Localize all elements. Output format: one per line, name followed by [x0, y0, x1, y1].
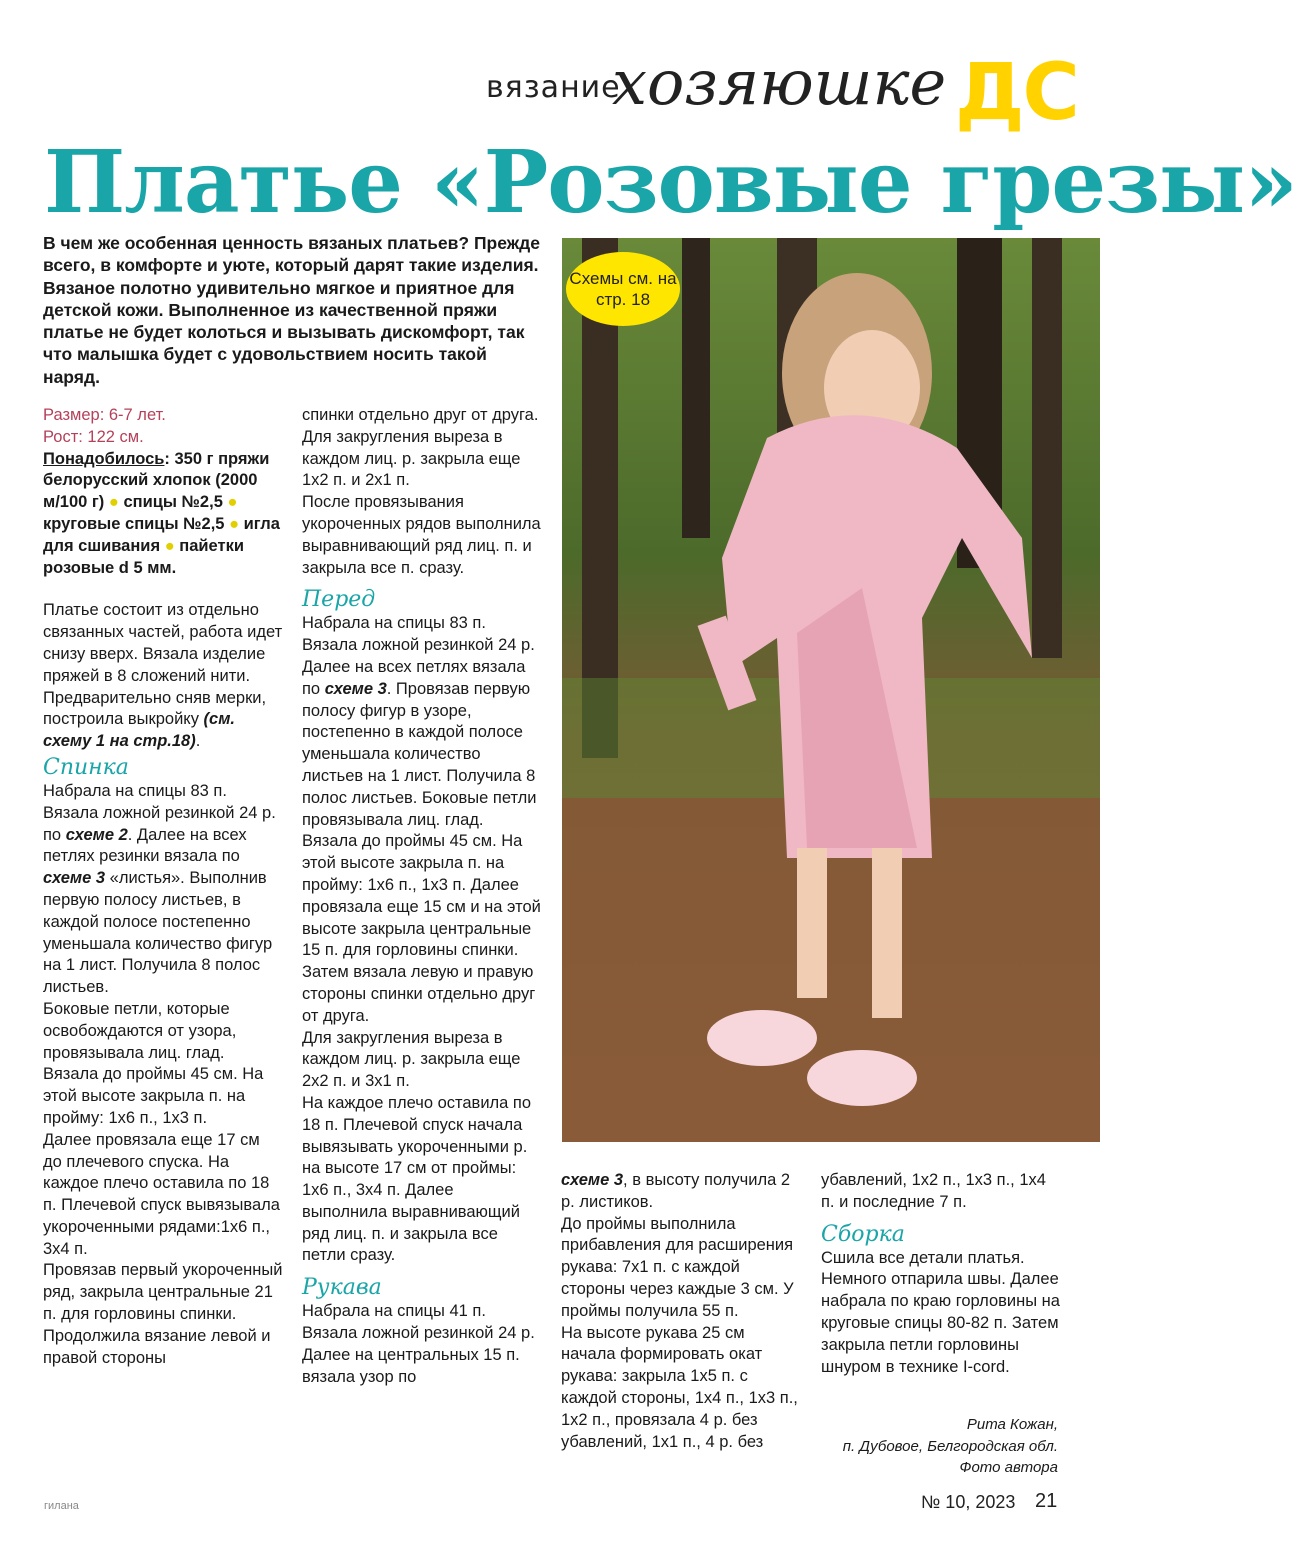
heading-assembly: Сборка: [821, 1221, 905, 1247]
bullet-icon: ●: [164, 536, 175, 555]
sleeve-paragraph-5: убавлений, 1х2 п., 1х3 п., 1х4 п. и последние 7 п.: [821, 1171, 1046, 1211]
sleeve-paragraph-1: Набрала на спицы 41 п. Вязала ложной резинкой 24 р. Далее на центральных 15 п. вязала узор по: [302, 1302, 535, 1386]
bullet-icon: ●: [229, 514, 240, 533]
section-label: вязание: [486, 70, 621, 105]
back-paragraph-2: Боковые петли, которые освобождаются от узора, провязывала лиц. глад. Вязала до проймы 45 см. На этой высоте закрыла п. на пройму: 1х6 п., 1х3 п.: [43, 999, 264, 1127]
heading-back: Спинка: [43, 754, 129, 780]
footer-watermark: гилана: [44, 1500, 79, 1512]
back-paragraph-3: Далее провязала еще 17 см до плечевого спуска. На каждое плечо оставила по 18 п. Плечевой спуск вывязывала укороченными рядами:1х6 п., 3х4 п.: [43, 1130, 280, 1258]
back-paragraph-5: Продолжила вязание левой и правой стороны: [43, 1326, 271, 1367]
bullet-icon: ●: [108, 493, 119, 512]
back-paragraph-1: Набрала на спицы 83 п. Вязала ложной резинкой 24 р. по схеме 2. Далее на всех петлях резинки вязала по схеме 3 «листья». Выполнив первую полосу листьев, в каждой полосе постепенно уменьшала количество фигур на 1 лист. Получила 8 полос листьев.: [43, 781, 276, 997]
back-continued-2: После провязывания укороченных рядов выполнила выравнивающий ряд лиц. п. и закрыла все п. сразу.: [302, 493, 541, 577]
height-line: Рост: 122 см.: [43, 427, 144, 446]
front-paragraph-1: Набрала на спицы 83 п. Вязала ложной резинкой 24 р. Далее на всех петлях вязала по схеме 3. Провязав первую полосу фигур в узоре, постепенно в каждой полосе уменьшала количество листьев на 1 лист. Получила 8 полос листьев. Боковые петли провязывала лиц. глад.: [302, 614, 537, 829]
article-intro: В чем же особенная ценность вязаных платьев? Прежде всего, в комфорте и уюте, который дарят такие изделия. Вязаное полотно удивительно мягкое и приятное для детской кожи. Выполненное из качественной пряжи платье не будет колоться и вызывать дискомфорт, так что малышка будет с удовольствием носить такой наряд.: [43, 233, 540, 387]
materials-list: Понадобилось: 350 г пряжи белорусский хлопок (2000 м/100 г) ● спицы №2,5 ● круговые спицы №2,5 ● игла для сшивания ● пайетки розовые d 5 мм.: [43, 449, 280, 577]
sleeve-paragraph-3: До проймы выполнила прибавления для расширения рукава: 7х1 п. с каждой стороны через каждые 3 см. У проймы получила 55 п.: [561, 1214, 794, 1320]
heading-front: Перед: [302, 587, 376, 613]
size-line: Размер: 6-7 лет.: [43, 406, 166, 424]
page-number: 21: [1035, 1490, 1058, 1512]
heading-sleeves: Рукава: [302, 1275, 382, 1301]
text-column-4: [821, 1170, 1061, 1378]
article-title: Платье «Розовые грезы»: [44, 132, 1297, 233]
back-continued-1: спинки отдельно друг от друга. Для закругления выреза в каждом лиц. р. закрыла еще 1х2 п. и 2х1 п.: [302, 406, 539, 490]
assembly-paragraph: Сшила все детали платья. Немного отпарила швы. Далее набрала по краю горловины на круговые спицы 80-82 п. Затем закрыла петли горловины шнуром в технике I-cord.: [821, 1248, 1060, 1376]
bullet-icon: ●: [227, 493, 238, 512]
section-title: хозяюшке: [612, 46, 947, 119]
text-column-2: [302, 405, 542, 1388]
author-place: п. Дубовое, Белгородская обл.: [842, 1437, 1058, 1455]
front-paragraph-2: Вязала до проймы 45 см. На этой высоте закрыла п. на пройму: 1х6 п., 1х3 п. Далее провязала еще 15 см и на этой высоте закрыла центральные 15 п. для горловины спинки. Затем вязала левую и правую стороны спинки отдельно друг от друга.: [302, 832, 541, 1025]
text-column-3: [561, 1170, 801, 1453]
photo-credit: Фото автора: [959, 1459, 1058, 1476]
sleeve-paragraph-4: На высоте рукава 25 см начала формировать окат рукава: закрыла 1х5 п. с каждой стороны, 1х4 п., 1х3 п., 1х2 п., провязала 4 р. без убавлений, 1х1 п., 4 р. без: [561, 1323, 798, 1451]
front-paragraph-4: На каждое плечо оставила по 18 п. Плечевой спуск начала вывязывать укороченными р. на высоте 17 см от проймы: 1х6 п., 3х4 п. Далее выполнила выравнивающий ряд лиц. п. и закрыла все петли сразу.: [302, 1093, 532, 1265]
magazine-logo: ДС: [955, 48, 1078, 138]
author-credit: [780, 1414, 1058, 1479]
dress-photo: [562, 238, 1100, 1142]
front-paragraph-3: Для закругления выреза в каждом лиц. р. закрыла еще 2х2 п. и 3х1 п.: [302, 1028, 521, 1091]
materials-label: Понадобилось: [43, 449, 165, 468]
sleeve-paragraph-2: схеме 3, в высоту получила 2 р. листиков.: [561, 1171, 791, 1211]
schemes-badge: Схемы см. на стр. 18: [566, 252, 680, 326]
photo-illustration: [562, 238, 1100, 1142]
back-paragraph-4: Провязав первый укороченный ряд, закрыла центральные 21 п. для горловины спинки.: [43, 1261, 283, 1324]
intro-paragraph: Платье состоит из отдельно связанных частей, работа идет снизу вверх. Вязала изделие пряжей в 8 сложений нити. Предварительно сняв мерки, построила выкройку (см. схему 1 на стр.18).: [43, 601, 283, 751]
issue-number: № 10, 2023: [921, 1492, 1016, 1512]
text-column-1: [43, 405, 283, 1369]
author-name: Рита Кожан,: [966, 1416, 1058, 1433]
